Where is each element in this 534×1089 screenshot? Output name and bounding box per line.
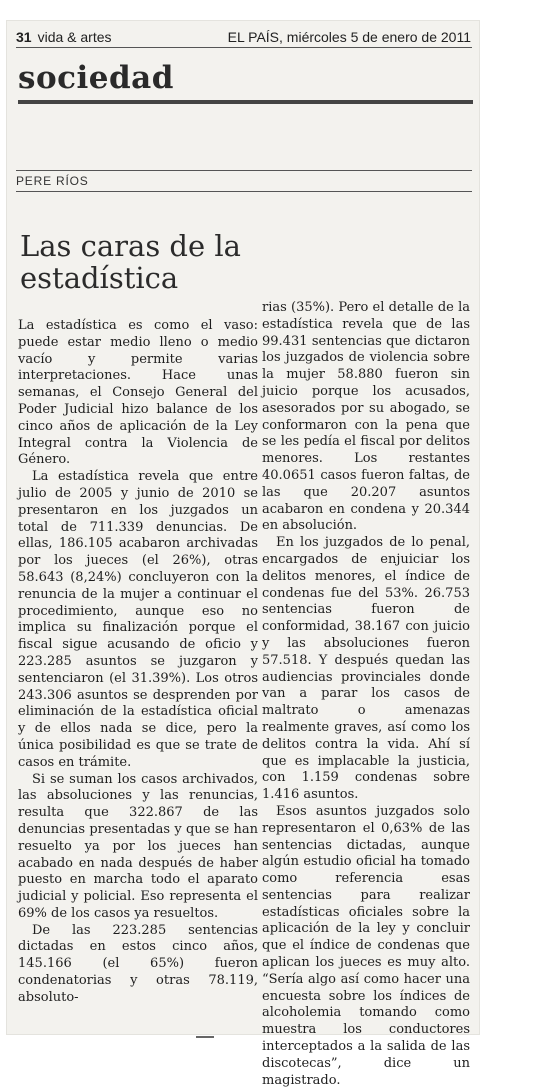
- article-column-left: [18, 318, 258, 1007]
- article-paragraph: Esos asuntos juzgados solo representaron el 0,63% de las sentencias dictadas, aunque algún estudio oficial ha tomado como referencia esas sentencias para realizar estadísticas oficiales sobre la aplicación de la ley y concluir que el índice de condenas que aplican los jueces es muy alto. “Sería algo así como hacer una encuesta sobre los índices de alcoholemia tomando como muestra los conductores interceptados a la salida de las discotecas”, dice un magistrado.: [262, 803, 470, 1088]
- header-rule: [16, 47, 472, 48]
- headline: Las caras de la estadística: [20, 229, 241, 295]
- article-paragraph: rias (35%). Pero el detalle de la estadística revela que de las 99.431 sentencias que dictaron los juzgados de violencia sobre la mujer 58.880 fueron sin juicio porque los acusados, asesorados por su abogado, se conformaron con la pena que se les pedía el fiscal por delitos menores. Los restantes 40.0651 casos fueron faltas, de las que 20.207 asuntos acabaron en condena y 20.344 en absolución.: [262, 300, 470, 534]
- article-paragraph: La estadística revela que entre julio de 2005 y junio de 2010 se presentaron en los juzgados un total de 711.339 denuncias. De ellas, 186.105 acabaron archivadas por los jueces (el 26%), otras 58.643 (8,24%) concluyeron con la renuncia de la mujer a continuar el procedimiento, aunque eso no implica su finalización porque el fiscal sigue acusando de oficio y 223.285 asuntos se juzgaron y sentenciaron (el 31.39%). Los otros 243.306 asuntos se desprenden por eliminación de la estadística oficial y de ellos nada se dice, pero la única posibilidad es que se trate de casos en trámite.: [18, 469, 258, 770]
- scan-mark: [196, 1036, 214, 1038]
- section-title: sociedad: [18, 60, 174, 96]
- byline: PERE RÍOS: [16, 174, 89, 188]
- section-name: vida & artes: [37, 29, 112, 45]
- article-paragraph: De las 223.285 sentencias dictadas en estos cinco años, 145.166 (el 65%) fueron condenatorias y otras 78.119, absoluto-: [18, 922, 258, 1005]
- publication-date: EL PAÍS, miércoles 5 de enero de 2011: [227, 29, 471, 45]
- section-rule: [18, 100, 473, 104]
- article-column-right: [262, 300, 470, 1089]
- page-header: [16, 28, 471, 46]
- article-paragraph: En los juzgados de lo penal, encargados de enjuiciar los delitos menores, el índice de condenas fue del 53%. 26.753 sentencias fueron de conformidad, 38.167 con juicio y las absoluciones fueron 57.518. Y después quedan las audiencias provinciales donde van a parar los casos de maltrato o amenazas realmente graves, así como los delitos contra la vida. Ahí sí que es implacable la justicia, con 1.159 condenas sobre 1.416 asuntos.: [262, 535, 470, 803]
- byline-rule-top: [16, 170, 472, 171]
- article-paragraph: Si se suman los casos archivados, las absoluciones y las renuncias, resulta que 322.867 de las denuncias presentadas y que se han resuelto ya por los jueces han acabado en nada después de haber puesto en marcha todo el aparato judicial y policial. Eso representa el 69% de los casos ya resueltos.: [18, 771, 258, 921]
- article-paragraph: La estadística es como el vaso: puede estar medio lleno o medio vacío y permite varias interpretaciones. Hace unas semanas, el Consejo General del Poder Judicial hizo balance de los cinco años de aplicación de la Ley Integral contra la Violencia de Género.: [18, 318, 258, 468]
- byline-rule-bottom: [16, 191, 472, 192]
- page-number: 31: [16, 29, 32, 45]
